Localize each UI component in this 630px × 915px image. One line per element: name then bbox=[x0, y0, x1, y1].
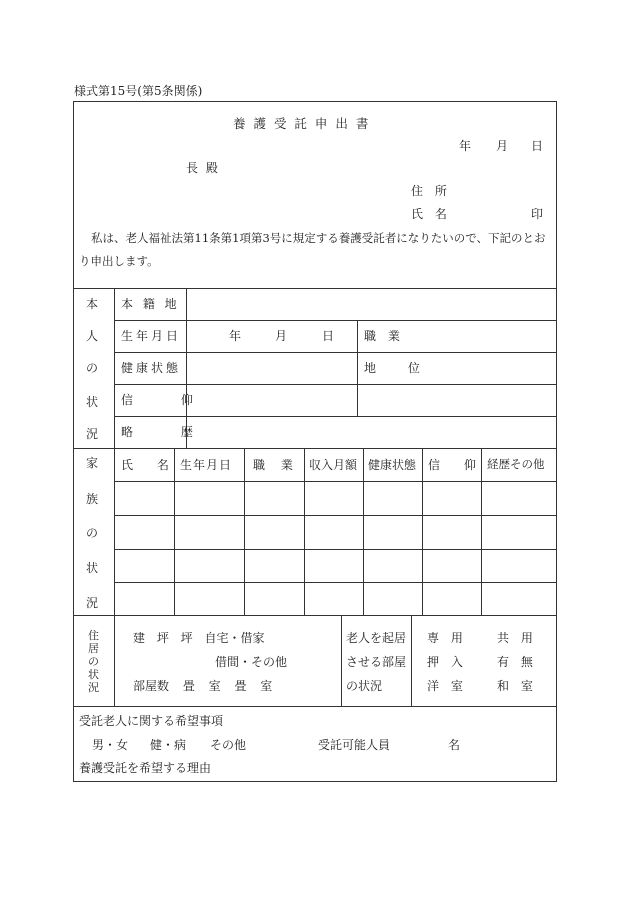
statement-line-1: 私は、老人福祉法第11条第1項第3号に規定する養護受託者になりたいので、下記のとお bbox=[91, 231, 546, 245]
elder-room-label-3: の状況 bbox=[346, 679, 383, 693]
seal-mark: 印 bbox=[531, 207, 544, 221]
family-side-2: 族 bbox=[86, 492, 99, 506]
date-day-label: 日 bbox=[531, 139, 544, 153]
family-col-birthdate: 生年月日 bbox=[180, 458, 233, 472]
personal-side-4: 状 bbox=[86, 395, 99, 409]
family-col-occupation: 職 業 bbox=[253, 458, 299, 472]
wishes-capacity: 受託可能人員 bbox=[318, 738, 391, 752]
family-side-4: 状 bbox=[86, 561, 99, 575]
residence-side-1: 住 bbox=[88, 629, 99, 642]
birth-month-label: 月 bbox=[275, 329, 288, 343]
history-label: 略 歴 bbox=[121, 425, 215, 439]
wishes-health: 健・病 bbox=[150, 738, 187, 752]
wishes-capacity-unit: 名 bbox=[448, 738, 461, 752]
elder-room-label-1: 老人を起居 bbox=[346, 631, 407, 645]
wishes-gender: 男・女 bbox=[92, 738, 129, 752]
family-col-health: 健康状態 bbox=[368, 458, 417, 472]
elder-room-label-2: させる部屋 bbox=[346, 655, 407, 669]
room-option-exclusive: 専 用 bbox=[427, 631, 467, 645]
health-label: 健康状態 bbox=[121, 361, 182, 375]
residence-side-5: 況 bbox=[88, 681, 99, 694]
wishes-title: 受託老人に関する希望事項 bbox=[79, 714, 224, 728]
residence-rooms-line: 部屋数 畳 室 畳 室 bbox=[133, 679, 273, 693]
room-option-japanese: 和 室 bbox=[497, 679, 537, 693]
family-col-religion: 信 仰 bbox=[428, 458, 486, 472]
family-col-income: 収入月額 bbox=[309, 458, 358, 472]
wishes-other: その他 bbox=[210, 738, 247, 752]
domicile-label: 本 籍 地 bbox=[121, 297, 180, 311]
birthdate-label: 生年月日 bbox=[121, 329, 182, 343]
family-side-3: の bbox=[86, 526, 99, 540]
room-option-closet: 押 入 bbox=[427, 655, 467, 669]
form-number: 様式第15号(第5条関係) bbox=[74, 84, 203, 98]
room-option-western: 洋 室 bbox=[427, 679, 467, 693]
statement-line-2: り申出します。 bbox=[79, 254, 159, 268]
date-month-label: 月 bbox=[496, 139, 509, 153]
name-label: 氏 名 bbox=[411, 207, 451, 221]
personal-side-2: 人 bbox=[86, 329, 99, 343]
form-title: 養 護 受 託 申 出 書 bbox=[233, 116, 371, 131]
room-option-presence: 有 無 bbox=[497, 655, 537, 669]
wishes-reason: 養護受託を希望する理由 bbox=[79, 761, 212, 775]
address-label: 住 所 bbox=[411, 184, 451, 198]
residence-side-2: 居 bbox=[88, 642, 99, 655]
family-side-1: 家 bbox=[86, 456, 99, 470]
personal-side-3: の bbox=[86, 361, 99, 375]
residence-area-line: 建 坪 坪 自宅・借家 bbox=[133, 631, 265, 645]
family-col-other: 経歴その他 bbox=[487, 457, 545, 471]
residence-side-3: の bbox=[88, 655, 99, 668]
date-year-label: 年 bbox=[459, 139, 472, 153]
personal-side-5: 況 bbox=[86, 427, 99, 441]
residence-side-4: 状 bbox=[88, 668, 99, 681]
occupation-label: 職 業 bbox=[364, 329, 404, 343]
religion-label: 信 仰 bbox=[121, 393, 215, 407]
family-side-5: 況 bbox=[86, 596, 99, 610]
residence-type-line: 借間・その他 bbox=[215, 655, 288, 669]
position-label: 地 位 bbox=[364, 361, 434, 375]
birth-year-label: 年 bbox=[229, 329, 242, 343]
birth-day-label: 日 bbox=[322, 329, 335, 343]
family-col-name: 氏 名 bbox=[121, 458, 179, 472]
room-option-shared: 共 用 bbox=[497, 631, 537, 645]
addressee-line: 長 殿 bbox=[186, 161, 220, 175]
personal-side-1: 本 bbox=[86, 297, 99, 311]
